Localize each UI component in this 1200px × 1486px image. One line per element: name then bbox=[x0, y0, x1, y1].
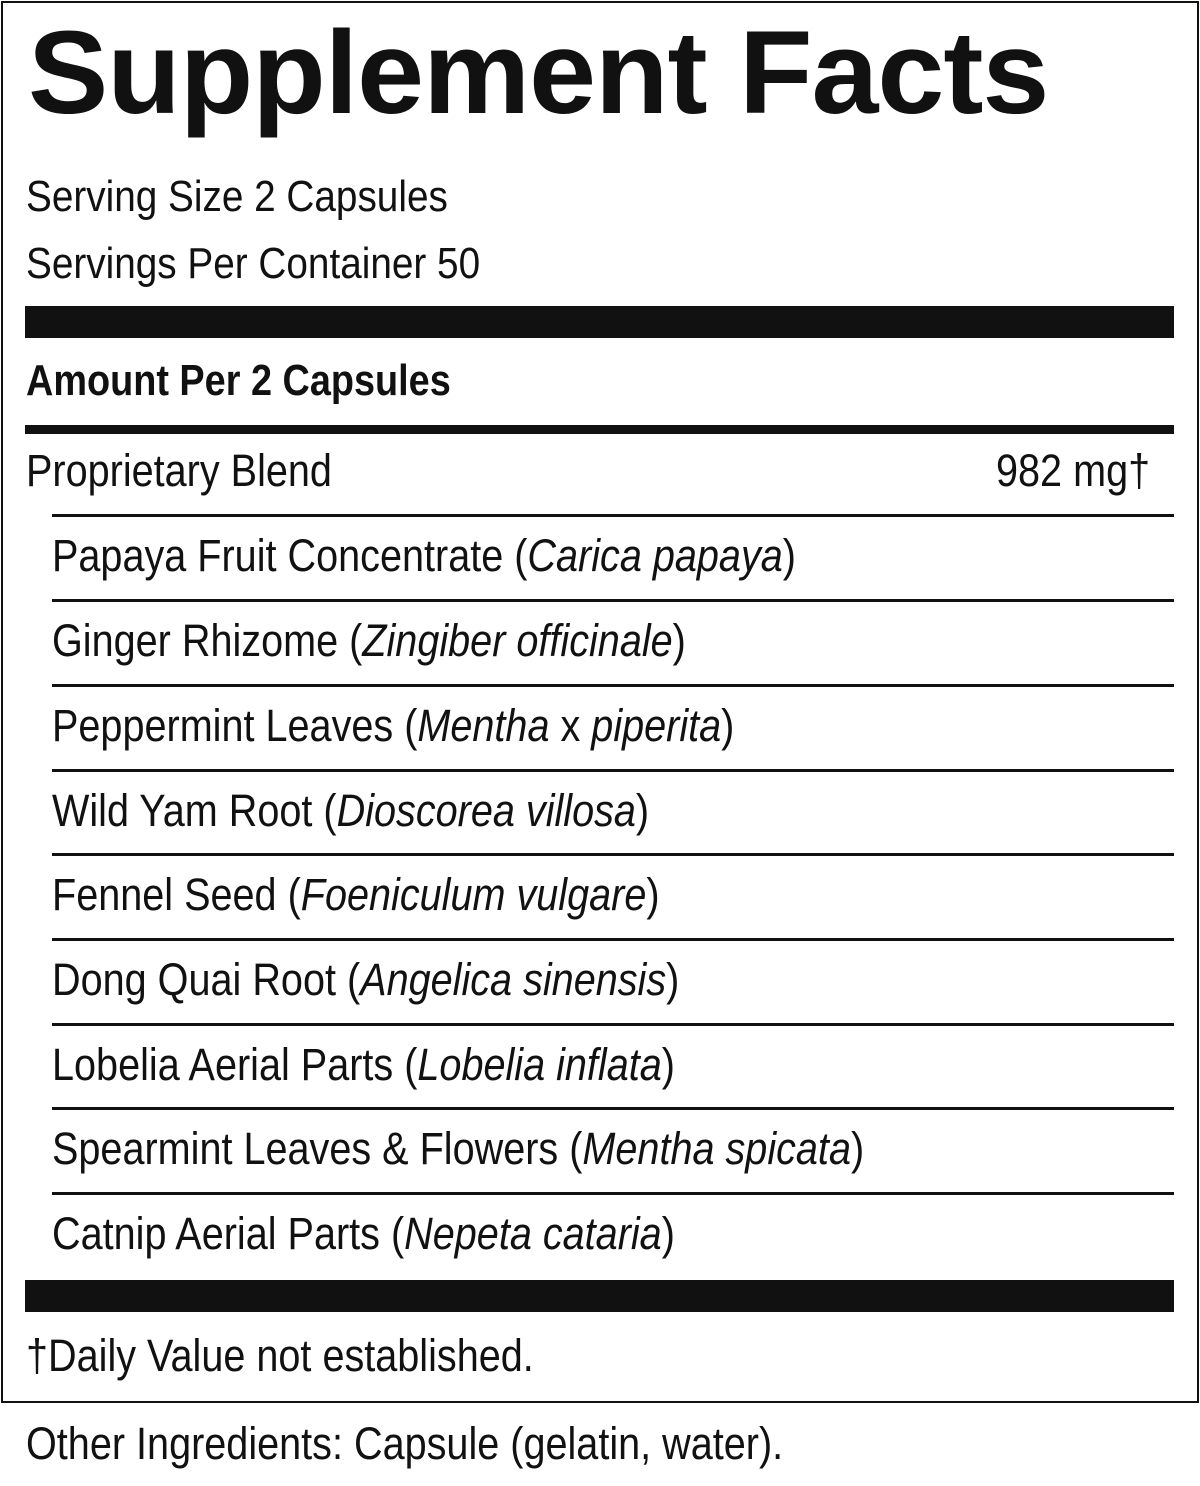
row-divider bbox=[52, 599, 1174, 602]
ingredient-row bbox=[52, 785, 650, 836]
ingredient-close: ) bbox=[672, 615, 686, 666]
ingredient-row bbox=[52, 954, 680, 1005]
ingredient-name: Lobelia Aerial Parts ( bbox=[52, 1039, 418, 1090]
medium-divider bbox=[25, 425, 1174, 434]
ingredient-close: ) bbox=[635, 785, 650, 836]
ingredient-row bbox=[52, 1123, 865, 1174]
ingredient-latin: Carica papaya bbox=[527, 530, 783, 581]
ingredient-row bbox=[52, 1039, 675, 1090]
ingredient-latin: Lobelia inflata bbox=[417, 1039, 662, 1090]
ingredient-name: Dong Quai Root ( bbox=[52, 954, 361, 1005]
ingredient-row bbox=[52, 530, 796, 581]
proprietary-blend-amount: 982 mg† bbox=[995, 445, 1150, 496]
ingredient-name: Fennel Seed ( bbox=[52, 869, 301, 920]
ingredient-latin: Zingiber officinale bbox=[362, 615, 673, 666]
ingredient-name: Peppermint Leaves ( bbox=[52, 700, 418, 751]
thick-divider-top bbox=[25, 306, 1174, 338]
row-divider bbox=[52, 853, 1174, 856]
row-divider bbox=[52, 769, 1174, 772]
row-divider bbox=[52, 938, 1174, 941]
panel-title: Supplement Facts bbox=[28, 7, 1049, 139]
ingredient-close: ) bbox=[646, 869, 660, 920]
row-divider bbox=[52, 514, 1174, 517]
ingredient-row bbox=[52, 1208, 675, 1259]
ingredient-row bbox=[52, 615, 686, 666]
amount-per-serving-header: Amount Per 2 Capsules bbox=[26, 356, 451, 405]
ingredient-latin: Dioscorea villosa bbox=[336, 785, 636, 836]
ingredient-close: ) bbox=[661, 1039, 675, 1090]
ingredient-close: ) bbox=[666, 954, 680, 1005]
serving-size: Serving Size 2 Capsules bbox=[26, 172, 448, 221]
ingredient-latin: Angelica sinensis bbox=[360, 954, 667, 1005]
ingredient-close: ) bbox=[721, 700, 735, 751]
ingredient-latin: Mentha spicata bbox=[582, 1123, 851, 1174]
ingredient-mid: x bbox=[549, 700, 592, 751]
ingredient-latin: Nepeta cataria bbox=[404, 1208, 662, 1259]
row-divider bbox=[52, 684, 1174, 687]
ingredient-name: Catnip Aerial Parts ( bbox=[52, 1208, 405, 1259]
ingredient-name: Wild Yam Root ( bbox=[52, 785, 337, 836]
ingredient-latin: Foeniculum vulgare bbox=[300, 869, 647, 920]
ingredient-close: ) bbox=[850, 1123, 865, 1174]
other-ingredients: Other Ingredients: Capsule (gelatin, water). bbox=[26, 1418, 784, 1469]
ingredient-name: Ginger Rhizome ( bbox=[52, 615, 363, 666]
ingredient-latin-2: piperita bbox=[591, 700, 722, 751]
row-divider bbox=[52, 1192, 1174, 1195]
row-divider bbox=[52, 1023, 1174, 1026]
row-divider bbox=[52, 1107, 1174, 1110]
ingredient-row bbox=[52, 700, 735, 751]
ingredient-name: Papaya Fruit Concentrate ( bbox=[52, 530, 528, 581]
proprietary-blend-label: Proprietary Blend bbox=[26, 445, 332, 496]
ingredient-name: Spearmint Leaves & Flowers ( bbox=[52, 1123, 583, 1174]
thick-divider-bottom bbox=[25, 1280, 1174, 1312]
servings-per-container: Servings Per Container 50 bbox=[26, 239, 481, 288]
ingredient-latin: Mentha bbox=[417, 700, 550, 751]
daily-value-footnote: †Daily Value not established. bbox=[26, 1330, 534, 1381]
ingredient-close: ) bbox=[782, 530, 796, 581]
ingredient-row bbox=[52, 869, 660, 920]
ingredient-close: ) bbox=[661, 1208, 675, 1259]
